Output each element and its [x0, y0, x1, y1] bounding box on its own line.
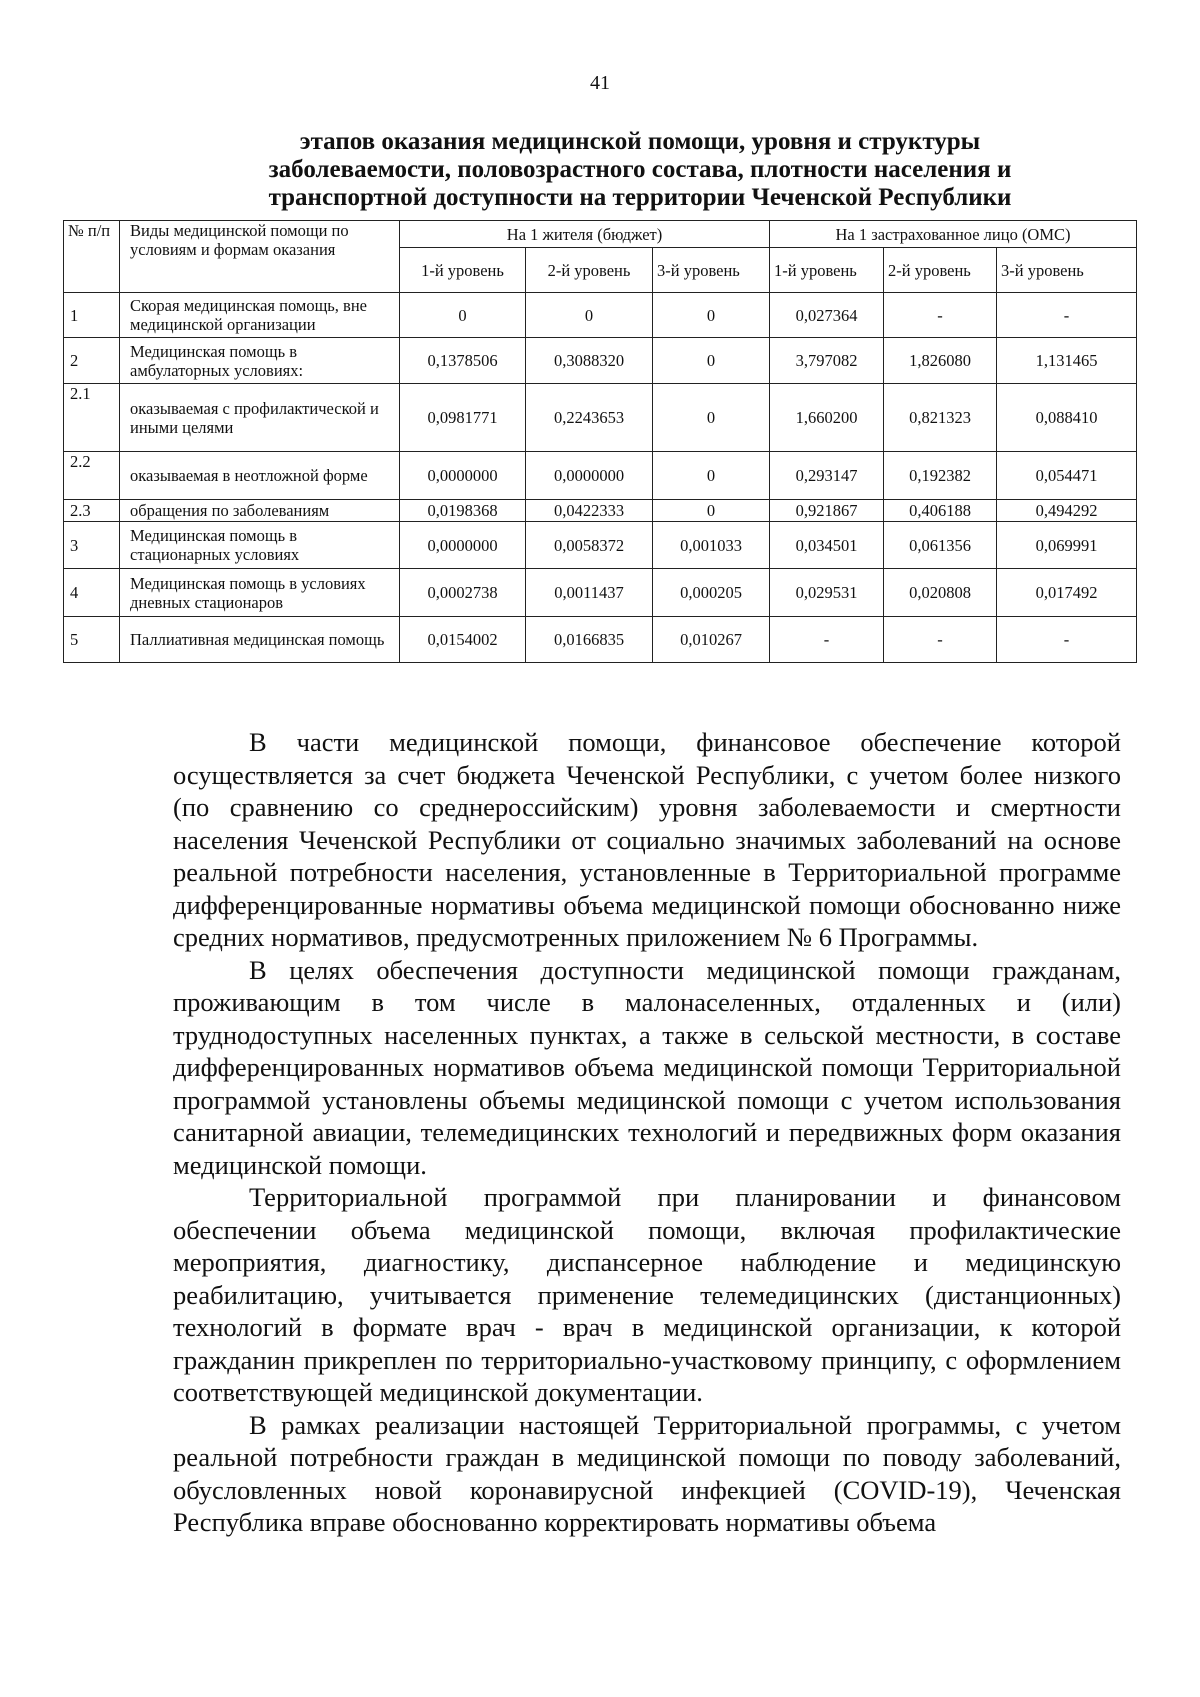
cell-value: 0,2243653: [526, 384, 653, 452]
heading-line: транспортной доступности на территории Чеченской Республики: [268, 184, 1012, 211]
row-name: Скорая медицинская помощь, вне медицинской организации: [120, 293, 400, 338]
paragraph: В рамках реализации настоящей Территориальной программы, с учетом реальной потребности граждан в медицинской помощи по поводу заболеваний, обусловленных новой коронавирусной инфекцией (COVID-19), Чеченская Республика вправе обоснованно корректировать нормативы объема: [173, 1409, 1121, 1537]
cell-value: 0,029531: [770, 569, 884, 617]
cell-value: 0,0422333: [526, 500, 653, 522]
table-row: [64, 500, 1137, 522]
table-row: [64, 452, 1137, 500]
header-types: Виды медицинской помощи по условиям и формам оказания: [120, 221, 400, 293]
body-text: [173, 726, 1121, 1539]
cell-value: 3,797082: [770, 338, 884, 384]
cell-value: 0: [653, 452, 770, 500]
cell-value: 0,921867: [770, 500, 884, 522]
row-name: Паллиативная медицинская помощь: [120, 617, 400, 663]
cell-value: 0,0011437: [526, 569, 653, 617]
cell-value: 0,0154002: [400, 617, 526, 663]
cell-value: 0,1378506: [400, 338, 526, 384]
cell-value: 0,0058372: [526, 522, 653, 569]
cell-value: 0,020808: [884, 569, 997, 617]
page-number: 41: [590, 72, 610, 94]
row-num: 1: [64, 293, 120, 338]
cell-value: -: [770, 617, 884, 663]
table-row: [64, 617, 1137, 663]
row-name: оказываемая с профилактической и иными целями: [120, 384, 400, 452]
cell-value: -: [997, 293, 1137, 338]
header-oms-level-2: 2-й уровень: [884, 248, 997, 293]
row-num: 2.2: [64, 452, 120, 500]
cell-value: 0,061356: [884, 522, 997, 569]
cell-value: 1,826080: [884, 338, 997, 384]
cell-value: 0: [653, 293, 770, 338]
paragraph: Территориальной программой при планировании и финансовом обеспечении объема медицинской помощи, включая профилактические мероприятия, диагностику, диспансерное наблюдение и медицинскую реабилитацию, учитывается применение телемедицинских (дистанционных) технологий в формате врач - врач в медицинской организации, к которой гражданин прикреплен по территориально-участковому принципу, с оформлением соответствующей медицинской документации.: [173, 1182, 1121, 1407]
table-row: [64, 338, 1137, 384]
cell-value: 0,000205: [653, 569, 770, 617]
row-name: Медицинская помощь в стационарных условиях: [120, 522, 400, 569]
table-heading: [190, 128, 1090, 212]
cell-value: 0,3088320: [526, 338, 653, 384]
cell-value: 0,001033: [653, 522, 770, 569]
cell-value: 1,660200: [770, 384, 884, 452]
table-row: [64, 384, 1137, 452]
row-num: 2: [64, 338, 120, 384]
cell-value: 0,0000000: [400, 522, 526, 569]
table-row: [64, 569, 1137, 617]
row-num: 2.1: [64, 384, 120, 452]
cell-value: 0,0981771: [400, 384, 526, 452]
header-oms-level-1: 1-й уровень: [770, 248, 884, 293]
heading-line: этапов оказания медицинской помощи, уровня и структуры: [299, 128, 981, 155]
cell-value: 0,069991: [997, 522, 1137, 569]
header-budget-level-2: 2-й уровень: [526, 248, 653, 293]
row-num: 3: [64, 522, 120, 569]
cell-value: 0: [653, 384, 770, 452]
cell-value: 0,0000000: [526, 452, 653, 500]
row-name: Медицинская помощь в условиях дневных стационаров: [120, 569, 400, 617]
header-budget-level-1: 1-й уровень: [400, 248, 526, 293]
row-name: обращения по заболеваниям: [120, 500, 400, 522]
cell-value: 0: [653, 500, 770, 522]
row-num: 4: [64, 569, 120, 617]
header-oms-level-3: 3-й уровень: [997, 248, 1137, 293]
cell-value: 0,293147: [770, 452, 884, 500]
cell-value: 0,010267: [653, 617, 770, 663]
cell-value: 0,192382: [884, 452, 997, 500]
row-num: 5: [64, 617, 120, 663]
cell-value: 0,0198368: [400, 500, 526, 522]
header-budget-level-3: 3-й уровень: [653, 248, 770, 293]
cell-value: 0,017492: [997, 569, 1137, 617]
heading-line: заболеваемости, половозрастного состава, плотности населения и: [268, 156, 1012, 183]
cell-value: 0: [526, 293, 653, 338]
row-num: 2.3: [64, 500, 120, 522]
cell-value: 0: [653, 338, 770, 384]
row-name: оказываемая в неотложной форме: [120, 452, 400, 500]
cell-value: -: [997, 617, 1137, 663]
cell-value: 0,054471: [997, 452, 1137, 500]
cell-value: 0,027364: [770, 293, 884, 338]
cell-value: -: [884, 293, 997, 338]
medical-care-norms-table: [63, 220, 1137, 663]
cell-value: 0,0166835: [526, 617, 653, 663]
cell-value: 0,0000000: [400, 452, 526, 500]
cell-value: 0,406188: [884, 500, 997, 522]
table-row: [64, 522, 1137, 569]
header-budget: На 1 жителя (бюджет): [400, 221, 770, 248]
cell-value: 0,494292: [997, 500, 1137, 522]
row-name: Медицинская помощь в амбулаторных условиях:: [120, 338, 400, 384]
cell-value: 0,0002738: [400, 569, 526, 617]
paragraph: В части медицинской помощи, финансовое обеспечение которой осуществляется за счет бюджета Чеченской Республики, с учетом более низкого (по сравнению со среднероссийским) уровня заболеваемости и смертности населения Чеченской Республики от социально значимых заболеваний на основе реальной потребности населения, установленные в Территориальной программе дифференцированные нормативы объема медицинской помощи обоснованно ниже средних нормативов, предусмотренных приложением № 6 Программы.: [173, 727, 1121, 952]
paragraph: В целях обеспечения доступности медицинской помощи гражданам, проживающим в том числе в малонаселенных, отдаленных и (или) труднодоступных населенных пунктах, а также в сельской местности, в составе дифференцированных нормативов объема медицинской помощи Территориальной программой установлены объемы медицинской помощи с учетом использования санитарной авиации, телемедицинских технологий и передвижных форм оказания медицинской помощи.: [173, 954, 1121, 1180]
header-num: № п/п: [64, 221, 120, 293]
cell-value: 1,131465: [997, 338, 1137, 384]
cell-value: 0,821323: [884, 384, 997, 452]
cell-value: 0,088410: [997, 384, 1137, 452]
cell-value: -: [884, 617, 997, 663]
table-row: [64, 293, 1137, 338]
cell-value: 0: [400, 293, 526, 338]
header-oms: На 1 застрахованное лицо (ОМС): [770, 221, 1137, 248]
cell-value: 0,034501: [770, 522, 884, 569]
